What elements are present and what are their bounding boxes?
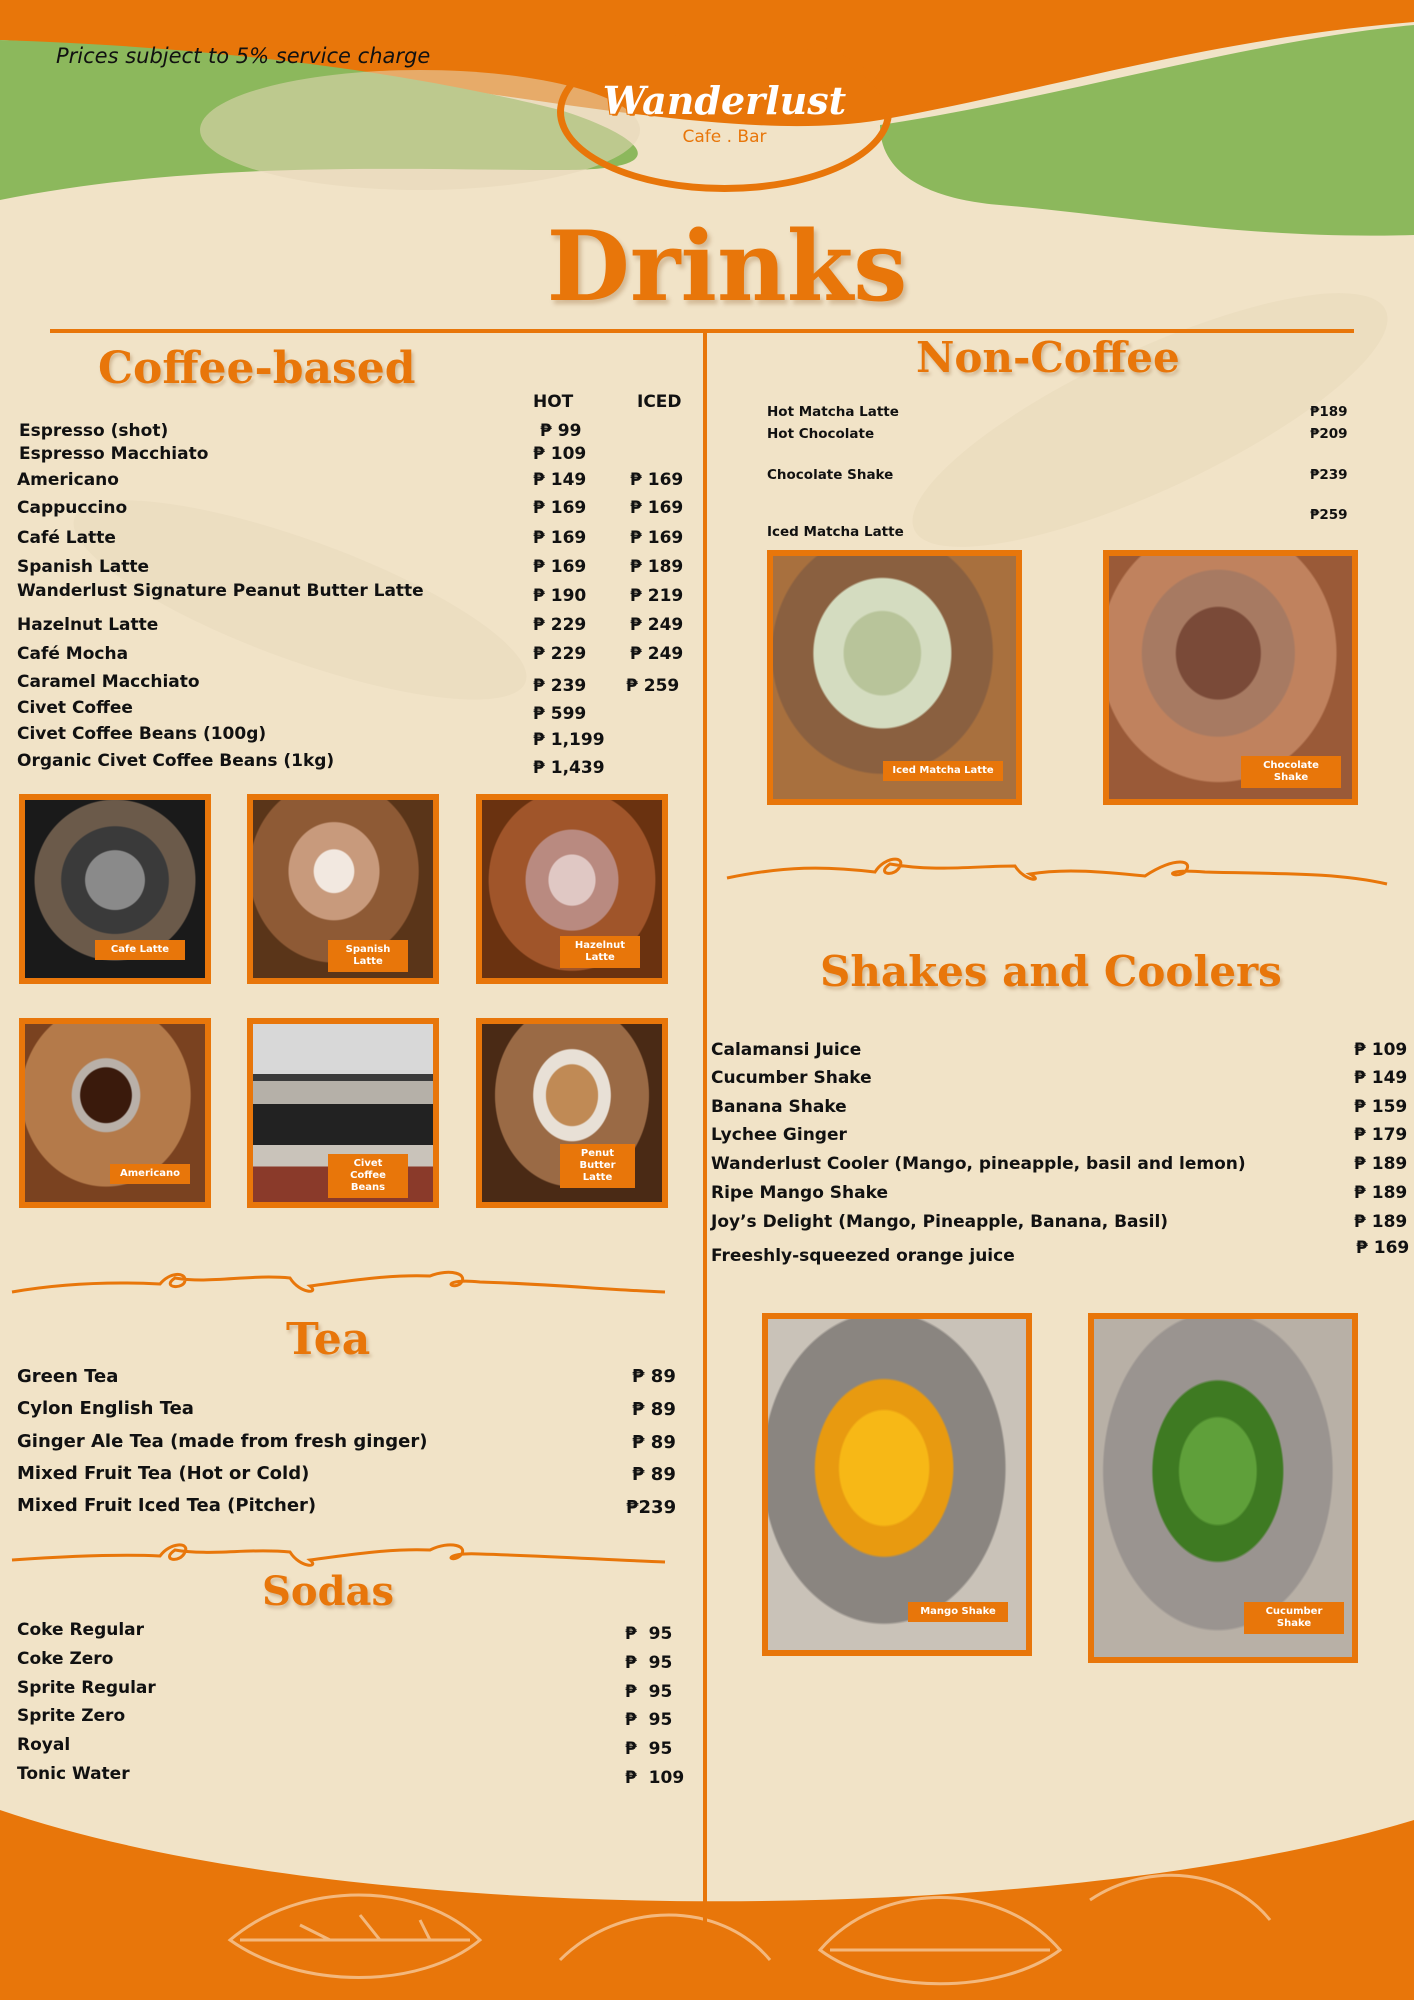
hot-price: ₱ 239 — [533, 676, 587, 696]
menu-item-name: Café Latte — [17, 528, 116, 548]
photo-mango-shake — [762, 1313, 1032, 1656]
menu-item-name: Coke Zero — [17, 1649, 114, 1669]
menu-item-name: Cappuccino — [17, 498, 128, 518]
menu-item-name: Ripe Mango Shake — [711, 1183, 888, 1203]
price: ₱ 89 — [632, 1464, 676, 1485]
menu-item-name: Mixed Fruit Iced Tea (Pitcher) — [17, 1495, 317, 1516]
menu-item-name: Cucumber Shake — [711, 1068, 872, 1088]
menu-item-name: Tonic Water — [17, 1764, 130, 1784]
menu-item-name: Café Mocha — [17, 644, 129, 664]
menu-item-name: Spanish Latte — [17, 557, 150, 577]
price: ₱259 — [1310, 507, 1348, 523]
hot-price: ₱ 1,439 — [533, 758, 605, 778]
menu-item-name: Green Tea — [17, 1366, 119, 1387]
menu-item-name: Civet Coffee — [17, 698, 133, 718]
photo-label: Iced Matcha Latte — [883, 761, 1003, 781]
hot-price: ₱ 229 — [533, 644, 587, 664]
iced-price: ₱ 249 — [630, 644, 684, 664]
hot-price: ₱ 190 — [533, 586, 587, 606]
price: ₱ 89 — [632, 1432, 676, 1453]
hot-price: ₱ 169 — [533, 557, 587, 577]
price: ₱ 95 — [625, 1710, 673, 1730]
photo-chocolate-shake — [1103, 550, 1358, 805]
iced-price: ₱ 169 — [630, 528, 684, 548]
hot-price: ₱ 99 — [540, 421, 582, 441]
menu-item-name: Hazelnut Latte — [17, 615, 159, 635]
shakes-section-title: Shakes and Coolers — [820, 947, 1282, 996]
photo-civet-coffee-beans — [247, 1018, 439, 1208]
service-charge-note: Prices subject to 5% service charge — [56, 44, 431, 68]
price: ₱ 95 — [625, 1624, 673, 1644]
hot-price: ₱ 109 — [533, 444, 587, 464]
sodas-section-title: Sodas — [262, 1568, 394, 1615]
hot-column-header: HOT — [533, 392, 574, 412]
price: ₱ 189 — [1354, 1183, 1408, 1203]
iced-price: ₱ 169 — [630, 470, 684, 490]
price: ₱ 95 — [625, 1739, 673, 1759]
price: ₱ 149 — [1354, 1068, 1408, 1088]
logo-subtitle: Cafe . Bar — [682, 127, 767, 147]
menu-item-name: Wanderlust Cooler (Mango, pineapple, basil and lemon) — [711, 1154, 1246, 1174]
noncoffee-section-title: Non-Coffee — [916, 333, 1180, 382]
price: ₱ 179 — [1354, 1125, 1408, 1145]
menu-item-name: Royal — [17, 1735, 71, 1755]
hot-price: ₱ 169 — [533, 528, 587, 548]
menu-item-name: Chocolate Shake — [767, 467, 894, 483]
hot-price: ₱ 229 — [533, 615, 587, 635]
photo-hazelnut-latte — [476, 794, 668, 984]
menu-item-name: Americano — [17, 470, 119, 490]
menu-item-name: Hot Matcha Latte — [767, 404, 899, 420]
price: ₱ 109 — [1354, 1040, 1408, 1060]
menu-item-name: Caramel Macchiato — [17, 672, 200, 692]
price: ₱ 189 — [1354, 1154, 1408, 1174]
menu-item-name: Wanderlust Signature Peanut Butter Latte — [17, 581, 424, 601]
coffee-section-title: Coffee-based — [98, 343, 416, 394]
menu-item-name: Lychee Ginger — [711, 1125, 847, 1145]
photo-peanut-butter-latte — [476, 1018, 668, 1208]
menu-item-name: Organic Civet Coffee Beans (1kg) — [17, 751, 335, 771]
iced-price: ₱ 259 — [626, 676, 680, 696]
squiggle-divider — [10, 1262, 670, 1302]
menu-item-name: Cylon English Tea — [17, 1398, 194, 1419]
photo-label: Hazelnut Latte — [560, 936, 640, 968]
price: ₱189 — [1310, 404, 1348, 420]
squiggle-divider — [725, 848, 1390, 893]
photo-label: Chocolate Shake — [1241, 756, 1341, 788]
photo-label: Americano — [110, 1164, 190, 1184]
photo-americano — [19, 1018, 211, 1208]
photo-cucumber-shake — [1088, 1313, 1358, 1663]
menu-item-name: Espresso (shot) — [19, 421, 169, 441]
menu-item-name: Sprite Zero — [17, 1706, 126, 1726]
price: ₱209 — [1310, 426, 1348, 442]
photo-spanish-latte — [247, 794, 439, 984]
photo-label: Civet Coffee Beans — [328, 1154, 408, 1198]
iced-column-header: ICED — [637, 392, 682, 412]
iced-price: ₱ 189 — [630, 557, 684, 577]
menu-item-name: Banana Shake — [711, 1097, 847, 1117]
price: ₱ 95 — [625, 1653, 673, 1673]
price: ₱239 — [626, 1497, 677, 1518]
menu-item-name: Mixed Fruit Tea (Hot or Cold) — [17, 1463, 310, 1484]
iced-price: ₱ 249 — [630, 615, 684, 635]
menu-item-name: Ginger Ale Tea (made from fresh ginger) — [17, 1431, 428, 1452]
iced-price: ₱ 169 — [630, 498, 684, 518]
price: ₱ 109 — [625, 1768, 685, 1788]
column-divider — [703, 331, 707, 1931]
menu-item-name: Freeshly-squeezed orange juice — [711, 1246, 1015, 1266]
iced-price: ₱ 219 — [630, 586, 684, 606]
price: ₱ 89 — [632, 1366, 676, 1387]
page-title: Drinks — [546, 210, 908, 323]
photo-label: Mango Shake — [908, 1602, 1008, 1622]
price: ₱ 159 — [1354, 1097, 1408, 1117]
photo-label: Cucumber Shake — [1244, 1602, 1344, 1634]
menu-item-name: Civet Coffee Beans (100g) — [17, 724, 267, 744]
hot-price: ₱ 149 — [533, 470, 587, 490]
hot-price: ₱ 599 — [533, 704, 587, 724]
menu-item-name: Calamansi Juice — [711, 1040, 862, 1060]
photo-label: Penut Butter Latte — [560, 1144, 635, 1188]
logo-name: Wanderlust — [602, 78, 847, 123]
menu-item-name: Coke Regular — [17, 1620, 145, 1640]
photo-label: Cafe Latte — [95, 940, 185, 960]
photo-iced-matcha-latte — [767, 550, 1022, 805]
price: ₱ 95 — [625, 1682, 673, 1702]
photo-cafe-latte — [19, 794, 211, 984]
price: ₱ 189 — [1354, 1212, 1408, 1232]
menu-item-name: Hot Chocolate — [767, 426, 875, 442]
photo-label: Spanish Latte — [328, 940, 408, 972]
tea-section-title: Tea — [286, 1314, 371, 1365]
menu-item-name: Joy’s Delight (Mango, Pineapple, Banana, Basil) — [711, 1212, 1169, 1232]
menu-item-name: Iced Matcha Latte — [767, 524, 904, 540]
price: ₱ 169 — [1356, 1238, 1410, 1258]
menu-item-name: Sprite Regular — [17, 1678, 156, 1698]
hot-price: ₱ 169 — [533, 498, 587, 518]
menu-item-name: Espresso Macchiato — [19, 444, 209, 464]
price: ₱239 — [1310, 467, 1348, 483]
hot-price: ₱ 1,199 — [533, 730, 605, 750]
price: ₱ 89 — [632, 1399, 676, 1420]
